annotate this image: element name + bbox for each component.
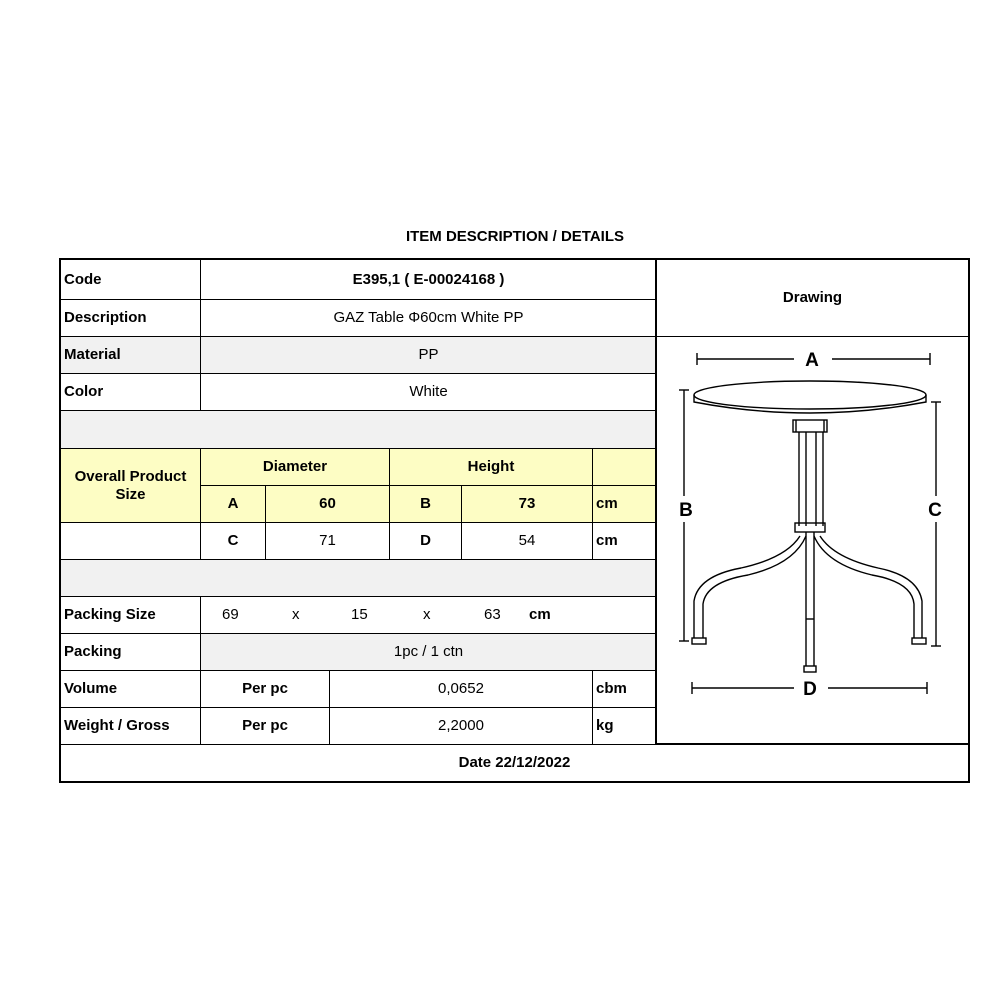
code-value: E395,1 ( E-00024168 ) [200,259,657,300]
dimension-letter-c: C [928,500,942,521]
dimension-letter-a: A [805,350,819,371]
packing-length: 69 [222,606,239,623]
drawing-header: Drawing [656,259,969,337]
color-label: Color [60,373,201,411]
packing-label: Packing [60,633,201,671]
description-label: Description [60,299,201,337]
packing-value: 1pc / 1 ctn [200,633,657,671]
left-leg [692,536,806,644]
dim-key-d: D [389,522,462,560]
material-value: PP [200,336,657,374]
dim-key-c: C [200,522,266,560]
spacer-row-2 [60,559,657,597]
date-footer: Date 22/12/2022 [60,744,969,782]
material-label: Material [60,336,201,374]
dim-key-a: A [200,485,266,523]
description-value: GAZ Table Φ60cm White PP [200,299,657,337]
dim-key-b: B [389,485,462,523]
size-row2-blank [60,522,201,560]
packing-unit: cm [529,606,551,623]
packing-x2: x [423,606,431,623]
height-header: Height [389,448,593,486]
unit-header-blank [592,448,657,486]
dim-value-a: 60 [265,485,390,523]
dim-value-c: 71 [265,522,390,560]
dim-unit-row2: cm [592,522,657,560]
packing-x1: x [292,606,300,623]
diameter-header: Diameter [200,448,390,486]
dimension-letter-d: D [803,679,817,700]
overall-size-label: Overall Product Size [60,448,201,523]
front-leg [804,532,816,672]
weight-value: 2,2000 [329,707,593,745]
spacer-row [60,410,657,449]
code-label: Code [60,259,201,300]
packing-height: 63 [484,606,501,623]
packing-size-label: Packing Size [60,596,201,634]
dim-value-b: 73 [461,485,593,523]
dim-value-d: 54 [461,522,593,560]
color-value: White [200,373,657,411]
sheet-title: ITEM DESCRIPTION / DETAILS [405,228,625,245]
volume-per: Per pc [200,670,330,708]
dim-unit-row1: cm [592,485,657,523]
volume-value: 0,0652 [329,670,593,708]
table-top [694,381,926,413]
table-drawing [656,336,968,744]
packing-width: 15 [351,606,368,623]
weight-label: Weight / Gross [60,707,201,745]
volume-label: Volume [60,670,201,708]
table-column [793,420,827,532]
weight-unit: kg [592,707,657,745]
dimension-letter-b: B [679,500,693,521]
dimension-line-c [931,402,941,646]
volume-unit: cbm [592,670,657,708]
right-leg [814,536,926,644]
weight-per: Per pc [200,707,330,745]
